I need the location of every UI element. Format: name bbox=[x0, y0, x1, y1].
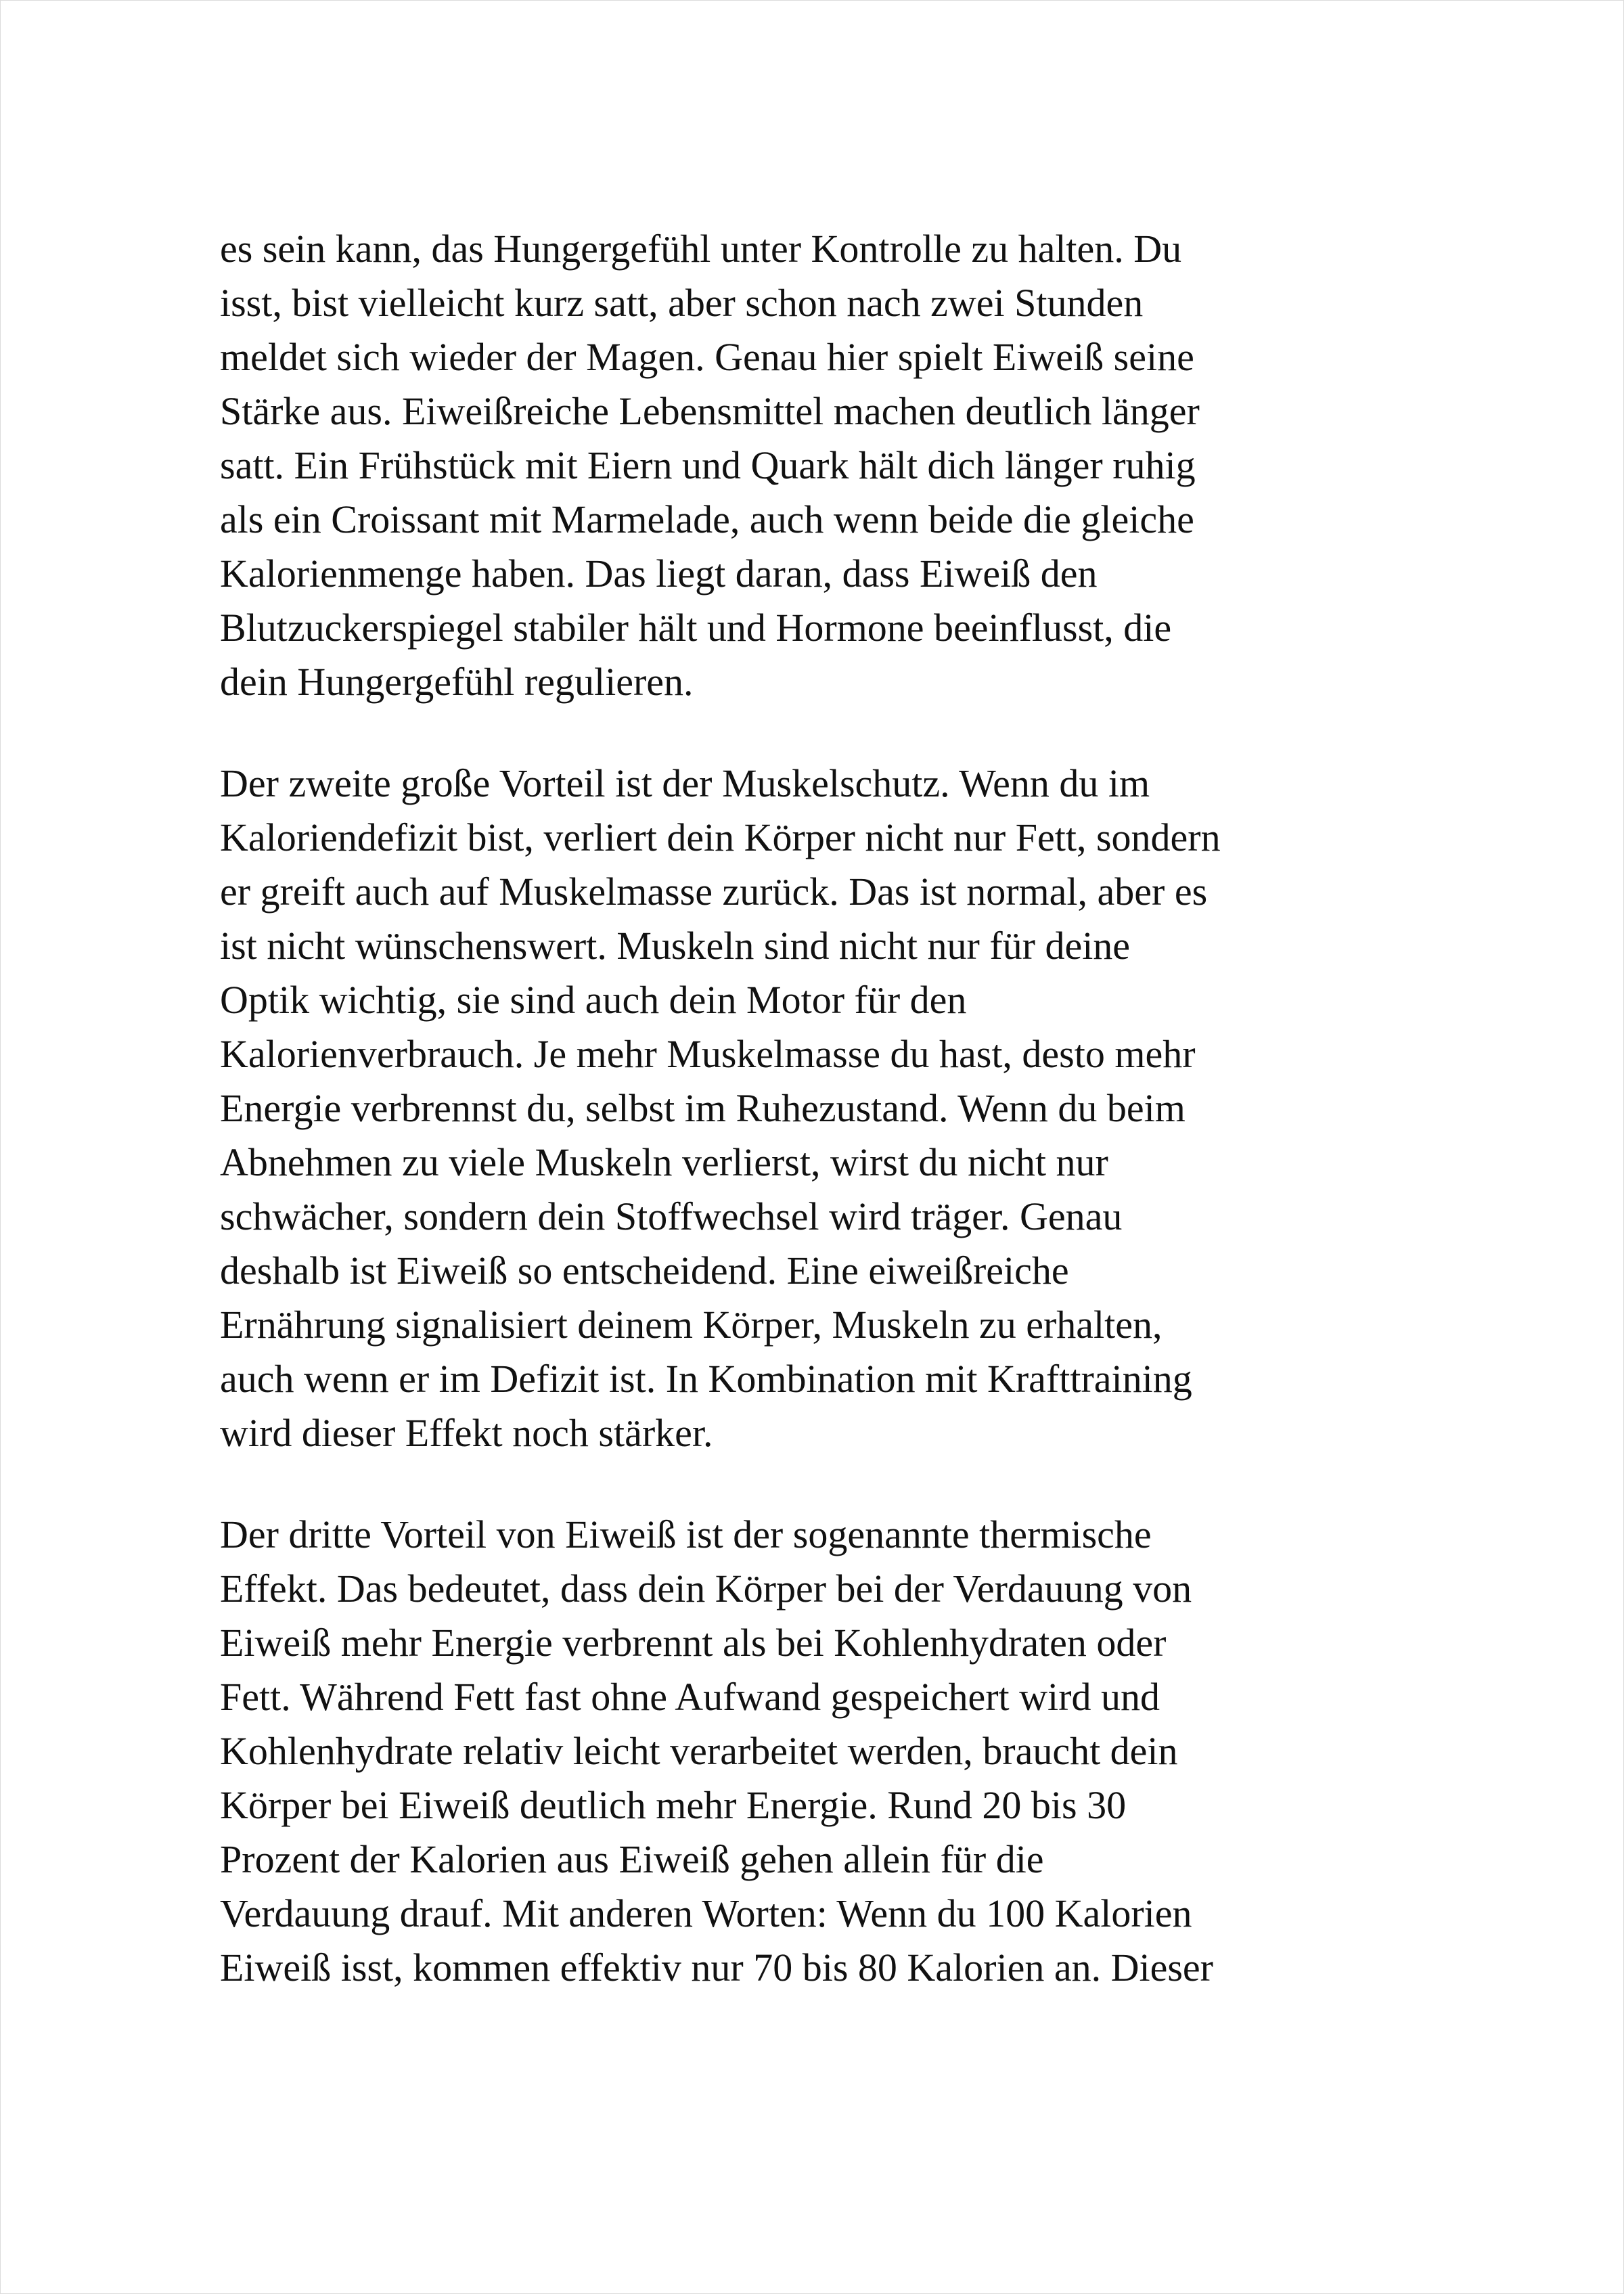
text-line: Stärke aus. Eiweißreiche Lebensmittel machen deutlich länger bbox=[220, 389, 1200, 433]
body-text bbox=[220, 222, 1221, 2042]
text-line: Optik wichtig, sie sind auch dein Motor für den bbox=[220, 978, 967, 1022]
text-line: deshalb ist Eiweiß so entscheidend. Eine eiweißreiche bbox=[220, 1249, 1069, 1292]
text-line: Eiweiß mehr Energie verbrennt als bei Kohlenhydraten oder bbox=[220, 1621, 1167, 1665]
text-line: Kalorienmenge haben. Das liegt daran, dass Eiweiß den bbox=[220, 552, 1098, 595]
text-line: Der zweite große Vorteil ist der Muskelschutz. Wenn du im bbox=[220, 761, 1150, 805]
text-line: Fett. Während Fett fast ohne Aufwand gespeichert wird und bbox=[220, 1675, 1160, 1719]
text-line: Energie verbrennst du, selbst im Ruhezustand. Wenn du beim bbox=[220, 1086, 1186, 1130]
text-line: als ein Croissant mit Marmelade, auch wenn beide die gleiche bbox=[220, 497, 1194, 541]
text-line: auch wenn er im Defizit ist. In Kombination mit Krafttraining bbox=[220, 1357, 1192, 1401]
text-line: wird dieser Effekt noch stärker. bbox=[220, 1411, 713, 1455]
text-line: es sein kann, das Hungergefühl unter Kontrolle zu halten. Du bbox=[220, 227, 1182, 271]
text-line: er greift auch auf Muskelmasse zurück. Das ist normal, aber es bbox=[220, 870, 1208, 914]
text-line: isst, bist vielleicht kurz satt, aber schon nach zwei Stunden bbox=[220, 281, 1144, 325]
paragraph-thermic-effect bbox=[220, 1508, 1221, 1995]
text-line: Kohlenhydrate relativ leicht verarbeitet werden, braucht dein bbox=[220, 1729, 1178, 1773]
text-line: Eiweiß isst, kommen effektiv nur 70 bis 80 Kalorien an. Dieser bbox=[220, 1946, 1213, 1989]
text-line: Der dritte Vorteil von Eiweiß ist der sogenannte thermische bbox=[220, 1512, 1152, 1556]
text-line: Prozent der Kalorien aus Eiweiß gehen allein für die bbox=[220, 1837, 1044, 1881]
text-line: Effekt. Das bedeutet, dass dein Körper bei der Verdauung von bbox=[220, 1567, 1192, 1611]
text-line: Körper bei Eiweiß deutlich mehr Energie. Rund 20 bis 30 bbox=[220, 1783, 1127, 1827]
text-line: Abnehmen zu viele Muskeln verlierst, wirst du nicht nur bbox=[220, 1140, 1108, 1184]
text-line: Ernährung signalisiert deinem Körper, Muskeln zu erhalten, bbox=[220, 1303, 1163, 1347]
text-line: ist nicht wünschenswert. Muskeln sind nicht nur für deine bbox=[220, 924, 1131, 968]
text-line: Blutzuckerspiegel stabiler hält und Hormone beeinflusst, die bbox=[220, 606, 1172, 650]
text-line: meldet sich wieder der Magen. Genau hier spielt Eiweiß seine bbox=[220, 335, 1194, 379]
paragraph-muscle-protection bbox=[220, 757, 1221, 1460]
text-line: Verdauung drauf. Mit anderen Worten: Wenn du 100 Kalorien bbox=[220, 1891, 1192, 1935]
text-line: satt. Ein Frühstück mit Eiern und Quark hält dich länger ruhig bbox=[220, 443, 1196, 487]
paragraph-hunger bbox=[220, 222, 1221, 709]
text-line: dein Hungergefühl regulieren. bbox=[220, 660, 694, 704]
text-line: schwächer, sondern dein Stoffwechsel wird träger. Genau bbox=[220, 1194, 1123, 1238]
text-line: Kaloriendefizit bist, verliert dein Körper nicht nur Fett, sondern bbox=[220, 815, 1221, 859]
text-line: Kalorienverbrauch. Je mehr Muskelmasse du hast, desto mehr bbox=[220, 1032, 1196, 1076]
